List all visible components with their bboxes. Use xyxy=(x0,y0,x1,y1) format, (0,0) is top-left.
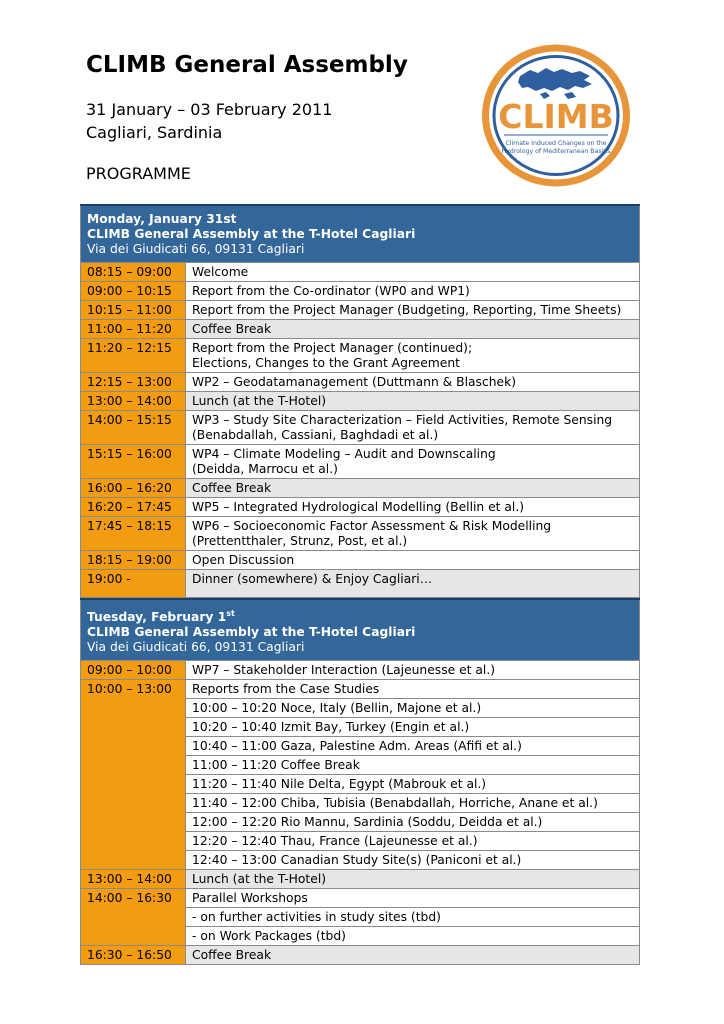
row-time: 15:15 – 16:00 xyxy=(81,445,186,479)
row-description-line: Report from the Project Manager (Budgeting, Reporting, Time Sheets) xyxy=(192,303,622,317)
case-study-item: 10:40 – 11:00 Gaza, Palestine Adm. Areas (Afifi et al.) xyxy=(186,737,640,756)
table-row xyxy=(81,517,640,551)
row-description-line: WP3 – Study Site Characterization – Field Activities, Remote Sensing xyxy=(192,413,613,427)
table-row xyxy=(81,661,640,680)
day-header xyxy=(81,205,640,263)
row-time: 09:00 – 10:00 xyxy=(81,661,186,680)
table-row xyxy=(81,373,640,392)
row-description-line: (Deidda, Marrocu et al.) xyxy=(192,462,338,476)
row-description-line: Dinner (somewhere) & Enjoy Cagliari… xyxy=(192,572,432,586)
row-time: 08:15 – 09:00 xyxy=(81,263,186,282)
row-description: Coffee Break xyxy=(186,946,640,965)
row-description xyxy=(186,498,640,517)
row-time: 17:45 – 18:15 xyxy=(81,517,186,551)
table-row xyxy=(81,282,640,301)
table-row xyxy=(81,889,640,908)
table-row xyxy=(81,301,640,320)
table-row xyxy=(81,570,640,598)
row-description xyxy=(186,392,640,411)
row-description-line: Coffee Break xyxy=(192,481,272,495)
table-row xyxy=(81,551,640,570)
row-time: 11:00 – 11:20 xyxy=(81,320,186,339)
row-description-line: (Prettentthaler, Strunz, Post, et al.) xyxy=(192,534,408,548)
logo-text: CLIMB xyxy=(498,97,614,136)
row-time: 09:00 – 10:15 xyxy=(81,282,186,301)
page-title: CLIMB General Assembly xyxy=(86,52,408,78)
logo-tagline-2: Hydrology of Mediterranean Basins xyxy=(501,148,611,155)
event-dates: 31 January – 03 February 2011 xyxy=(86,100,333,119)
row-description-line: WP5 – Integrated Hydrological Modelling (Bellin et al.) xyxy=(192,500,525,514)
table-row xyxy=(81,946,640,965)
row-description: WP7 – Stakeholder Interaction (Lajeunesse et al.) xyxy=(186,661,640,680)
row-time: 12:15 – 13:00 xyxy=(81,373,186,392)
programme-table-day2 xyxy=(80,598,640,965)
day-header xyxy=(81,599,640,661)
row-description-line: WP4 – Climate Modeling – Audit and Downscaling xyxy=(192,447,496,461)
row-description: Parallel Workshops xyxy=(186,889,640,908)
row-description-line: Report from the Co-ordinator (WP0 and WP1) xyxy=(192,284,470,298)
programme-table-day1 xyxy=(80,204,640,598)
row-time: 19:00 - xyxy=(81,570,186,598)
row-description-line: WP2 – Geodatamanagement (Duttmann & Blaschek) xyxy=(192,375,517,389)
row-time: 16:20 – 17:45 xyxy=(81,498,186,517)
row-time: 16:30 – 16:50 xyxy=(81,946,186,965)
logo-tagline-1: Climate Induced Changes on the xyxy=(505,140,607,147)
row-description-line: Report from the Project Manager (continued); xyxy=(192,341,473,355)
row-description: Reports from the Case Studies xyxy=(186,680,640,699)
row-description-line: (Benabdallah, Cassiani, Baghdadi et al.) xyxy=(192,428,439,442)
table-row xyxy=(81,411,640,445)
row-description xyxy=(186,551,640,570)
event-info xyxy=(86,98,332,144)
climb-logo xyxy=(480,42,632,189)
table-row xyxy=(81,680,640,699)
row-description xyxy=(186,320,640,339)
day-header-row xyxy=(81,599,640,661)
day-header-row xyxy=(81,205,640,263)
row-description xyxy=(186,411,640,445)
row-description xyxy=(186,339,640,373)
workshop-item: - on Work Packages (tbd) xyxy=(186,927,640,946)
table-row xyxy=(81,498,640,517)
venue-address: Via dei Giudicati 66, 09131 Cagliari xyxy=(87,640,305,655)
table-row xyxy=(81,479,640,498)
row-time: 18:15 – 19:00 xyxy=(81,551,186,570)
case-study-item: 10:00 – 10:20 Noce, Italy (Bellin, Majone et al.) xyxy=(186,699,640,718)
row-time: 13:00 – 14:00 xyxy=(81,870,186,889)
row-time: 14:00 – 15:15 xyxy=(81,411,186,445)
row-time: 10:00 – 13:00 xyxy=(81,680,186,870)
row-description xyxy=(186,479,640,498)
row-description xyxy=(186,517,640,551)
table-row xyxy=(81,392,640,411)
day-title-text: Tuesday, February 1 xyxy=(87,610,227,625)
event-location: Cagliari, Sardinia xyxy=(86,123,223,142)
case-study-item: 10:20 – 10:40 Izmit Bay, Turkey (Engin et al.) xyxy=(186,718,640,737)
case-study-item: 11:20 – 11:40 Nile Delta, Egypt (Mabrouk et al.) xyxy=(186,775,640,794)
row-time: 14:00 – 16:30 xyxy=(81,889,186,946)
day1-rows xyxy=(81,263,640,598)
event-title: CLIMB General Assembly at the T-Hotel Cagliari xyxy=(87,625,416,640)
row-description-line: Welcome xyxy=(192,265,249,279)
row-description-line: Elections, Changes to the Grant Agreement xyxy=(192,356,460,370)
programme-label: PROGRAMME xyxy=(86,164,191,183)
case-study-item: 11:40 – 12:00 Chiba, Tubisia (Benabdallah, Horriche, Anane et al.) xyxy=(186,794,640,813)
table-row xyxy=(81,445,640,479)
venue-address: Via dei Giudicati 66, 09131 Cagliari xyxy=(87,242,305,256)
row-description xyxy=(186,282,640,301)
case-study-item: 12:00 – 12:20 Rio Mannu, Sardinia (Soddu, Deidda et al.) xyxy=(186,813,640,832)
day-ordinal: st xyxy=(226,609,235,618)
table-row xyxy=(81,339,640,373)
row-description: Lunch (at the T-Hotel) xyxy=(186,870,640,889)
workshop-item: - on further activities in study sites (tbd) xyxy=(186,908,640,927)
day-title: Monday, January 31st xyxy=(87,212,237,226)
row-description xyxy=(186,301,640,320)
row-description-line: Lunch (at the T-Hotel) xyxy=(192,394,327,408)
row-description xyxy=(186,373,640,392)
row-description-line: Open Discussion xyxy=(192,553,295,567)
event-title: CLIMB General Assembly at the T-Hotel Cagliari xyxy=(87,227,416,241)
table-row xyxy=(81,320,640,339)
row-description xyxy=(186,445,640,479)
row-description xyxy=(186,570,640,598)
case-study-item: 11:00 – 11:20 Coffee Break xyxy=(186,756,640,775)
case-study-item: 12:40 – 13:00 Canadian Study Site(s) (Paniconi et al.) xyxy=(186,851,640,870)
row-description-line: Coffee Break xyxy=(192,322,272,336)
row-description xyxy=(186,263,640,282)
table-row xyxy=(81,263,640,282)
row-time: 10:15 – 11:00 xyxy=(81,301,186,320)
row-time: 16:00 – 16:20 xyxy=(81,479,186,498)
table-row xyxy=(81,870,640,889)
row-time: 11:20 – 12:15 xyxy=(81,339,186,373)
case-study-item: 12:20 – 12:40 Thau, France (Lajeunesse et al.) xyxy=(186,832,640,851)
row-description-line: WP6 – Socioeconomic Factor Assessment & Risk Modelling xyxy=(192,519,552,533)
row-time: 13:00 – 14:00 xyxy=(81,392,186,411)
day-title xyxy=(87,606,633,625)
